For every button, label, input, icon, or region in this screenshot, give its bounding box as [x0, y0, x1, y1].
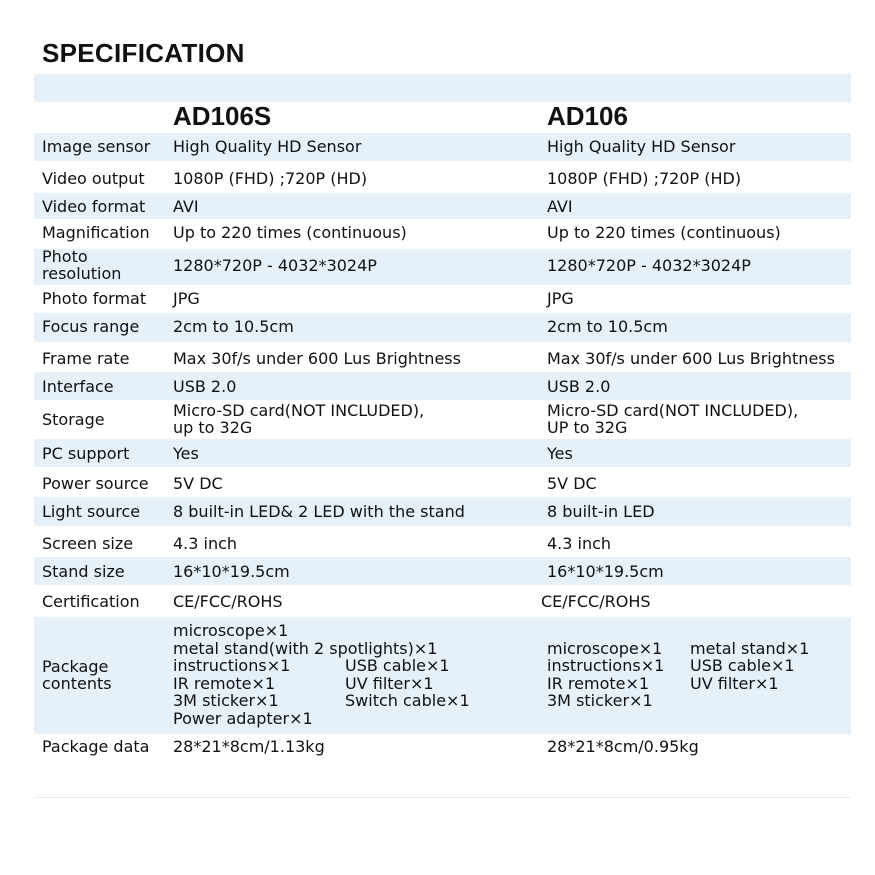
package-item: USB cable×1	[345, 656, 450, 676]
value-ad106s: Micro-SD card(NOT INCLUDED), up to 32G	[173, 401, 425, 437]
row-band	[34, 313, 851, 342]
row-label: Stand size	[42, 562, 125, 581]
value-ad106s: 16*10*19.5cm	[173, 562, 290, 581]
row-band	[34, 372, 851, 400]
model-name-ad106: AD106	[547, 101, 628, 131]
value-ad106s: 4.3 inch	[173, 534, 238, 553]
row-label: Screen size	[42, 534, 134, 553]
value-ad106: 8 built-in LED	[547, 502, 655, 521]
value-ad106s: 1080P (FHD) ;720P (HD)	[173, 169, 368, 188]
model-name-ad106s: AD106S	[173, 101, 272, 131]
row-label: Video output	[42, 169, 145, 188]
bottom-divider	[34, 797, 851, 798]
package-item: Power adapter×1	[173, 709, 313, 728]
package-item: instructions×1	[173, 656, 291, 676]
value-ad106s: Yes	[173, 444, 199, 463]
package-data-ad106s: 28*21*8cm/1.13kg	[173, 737, 325, 756]
package-item: USB cable×1	[690, 656, 795, 676]
package-item: microscope×1	[173, 621, 289, 640]
row-band	[34, 193, 851, 219]
value-ad106: 16*10*19.5cm	[547, 562, 664, 581]
package-data-label: Package data	[42, 737, 150, 756]
package-item: Switch cable×1	[345, 691, 470, 711]
row-band	[34, 557, 851, 585]
header-band	[34, 74, 851, 102]
value-ad106s: AVI	[173, 197, 199, 216]
package-item: UV filter×1	[345, 673, 434, 693]
value-ad106s: CE/FCC/ROHS	[173, 592, 283, 611]
value-ad106s: 5V DC	[173, 474, 223, 493]
value-ad106: CE/FCC/ROHS	[541, 592, 651, 611]
row-label: Image sensor	[42, 137, 151, 156]
row-label: Photo resolution	[42, 247, 122, 283]
row-label: Interface	[42, 377, 114, 396]
row-label: PC support	[42, 444, 130, 463]
value-ad106: 5V DC	[547, 474, 597, 493]
package-item: microscope×1	[547, 638, 663, 658]
value-ad106s: USB 2.0	[173, 377, 237, 396]
package-item: IR remote×1	[547, 673, 650, 693]
page-title: SPECIFICATION	[42, 38, 245, 68]
package-item: 3M sticker×1	[173, 691, 279, 711]
value-ad106: Max 30f/s under 600 Lus Brightness	[547, 349, 835, 368]
package-item: metal stand(with 2 spotlights)×1	[173, 638, 438, 658]
value-ad106: JPG	[547, 289, 574, 308]
package-item: 3M sticker×1	[547, 691, 653, 711]
value-ad106: Up to 220 times (continuous)	[547, 223, 781, 242]
value-ad106: 1280*720P - 4032*3024P	[547, 256, 751, 275]
package-contents-label: Package contents	[42, 657, 112, 693]
row-label: Power source	[42, 474, 149, 493]
value-ad106s: 1280*720P - 4032*3024P	[173, 256, 377, 275]
package-item: metal stand×1	[690, 638, 810, 658]
package-item: UV filter×1	[690, 673, 779, 693]
value-ad106s: Max 30f/s under 600 Lus Brightness	[173, 349, 461, 368]
value-ad106: Micro-SD card(NOT INCLUDED), UP to 32G	[547, 401, 799, 437]
package-data-ad106: 28*21*8cm/0.95kg	[547, 737, 699, 756]
value-ad106: 1080P (FHD) ;720P (HD)	[547, 169, 742, 188]
package-item: instructions×1	[547, 656, 665, 676]
value-ad106: 2cm to 10.5cm	[547, 317, 668, 336]
row-label: Photo format	[42, 289, 147, 308]
row-label: Certification	[42, 592, 140, 611]
value-ad106s: 2cm to 10.5cm	[173, 317, 294, 336]
row-band	[34, 439, 851, 467]
package-item: IR remote×1	[173, 673, 276, 693]
row-label: Focus range	[42, 317, 140, 336]
value-ad106s: High Quality HD Sensor	[173, 137, 362, 156]
row-label: Video format	[42, 197, 146, 216]
value-ad106s: Up to 220 times (continuous)	[173, 223, 407, 242]
row-label: Magnification	[42, 223, 150, 242]
value-ad106: Yes	[547, 444, 573, 463]
value-ad106: USB 2.0	[547, 377, 611, 396]
value-ad106s: JPG	[173, 289, 200, 308]
value-ad106: AVI	[547, 197, 573, 216]
row-label: Storage	[42, 410, 105, 429]
value-ad106s: 8 built-in LED& 2 LED with the stand	[173, 502, 465, 521]
row-label: Frame rate	[42, 349, 130, 368]
value-ad106: High Quality HD Sensor	[547, 137, 736, 156]
value-ad106: 4.3 inch	[547, 534, 612, 553]
row-label: Light source	[42, 502, 141, 521]
